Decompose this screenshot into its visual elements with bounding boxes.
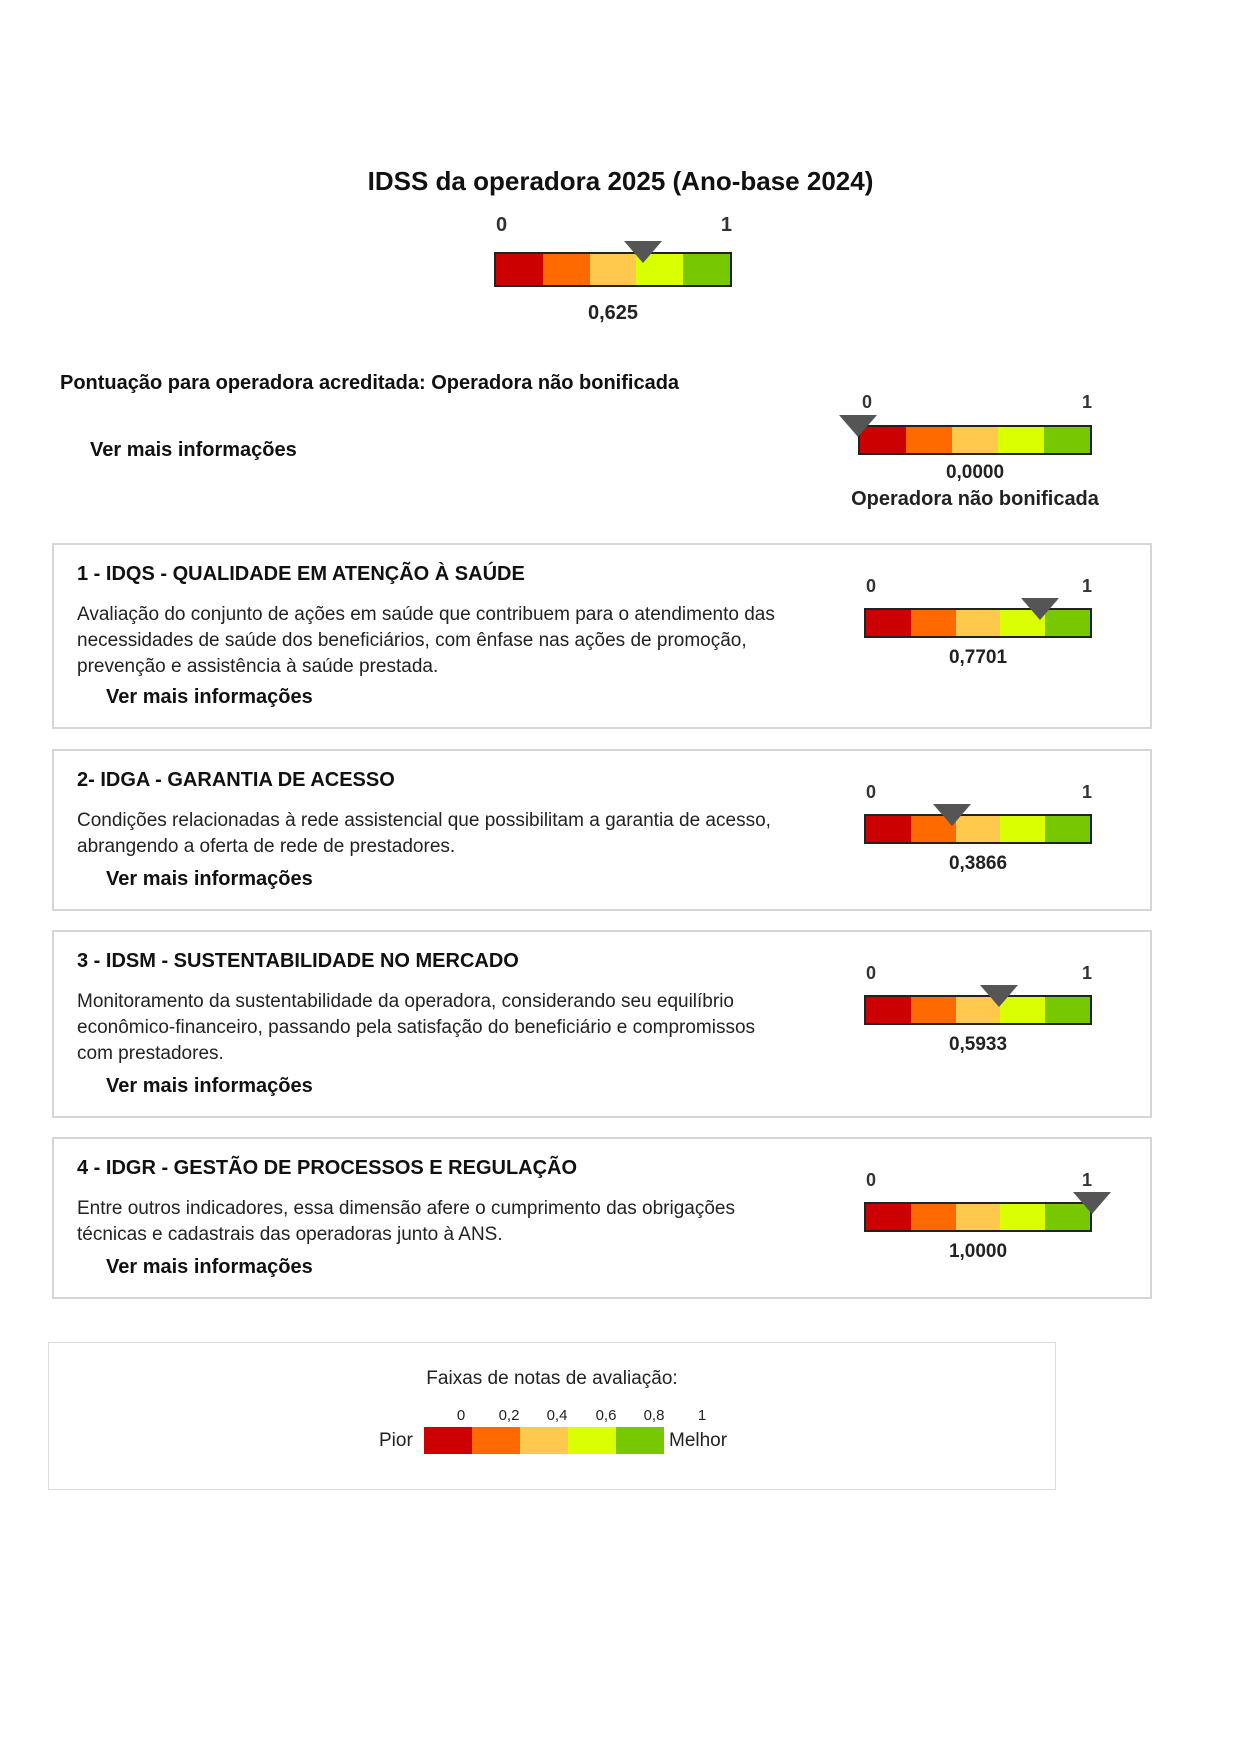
dimension-score-gauge	[864, 782, 1092, 882]
dimension-more-info-link[interactable]: Ver mais informações	[106, 1256, 313, 1278]
dimension-description: Condições relacionadas à rede assistencial que possibilitam a garantia de acesso, abrangendo a oferta de rede de prestadores.	[77, 810, 771, 857]
legend-band-0.4-0.6	[520, 1427, 568, 1454]
band-0.8-1	[1044, 427, 1090, 453]
accredited-status: Operadora não bonificada	[851, 488, 1099, 510]
band-0-0.2	[866, 816, 911, 842]
band-0.4-0.6	[956, 610, 1001, 636]
band-0.4-0.6	[952, 427, 998, 453]
dimension-description: Entre outros indicadores, essa dimensão afere o cumprimento das obrigações técnicas e cadastrais das operadoras junto à ANS.	[77, 1198, 735, 1245]
scale-bar	[864, 1202, 1092, 1232]
band-0-0.2	[496, 254, 543, 285]
legend-tick: 0,8	[643, 1407, 665, 1424]
dimension-description: Avaliação do conjunto de ações em saúde que contribuem para o atendimento das necessidades de saúde dos beneficiários, com ênfase nas ações de promoção, prevenção e assistência à saúde prestada.	[77, 604, 775, 677]
legend-tick: 1	[697, 1407, 707, 1424]
legend-best-label: Melhor	[669, 1430, 728, 1451]
scale-max-label: 1	[1081, 392, 1092, 412]
scale-bar	[494, 252, 732, 287]
scale-max-label: 1	[720, 214, 732, 236]
score-marker	[933, 804, 971, 826]
score-value: 0,3866	[948, 853, 1008, 874]
page-title: IDSS da operadora 2025 (Ano-base 2024)	[367, 166, 874, 196]
legend-worst-label: Pior	[379, 1430, 413, 1451]
band-0.4-0.6	[956, 1204, 1001, 1230]
scale-min-label: 0	[866, 963, 877, 983]
scale-max-label: 1	[1081, 1170, 1092, 1190]
scale-min-label: 0	[866, 1170, 877, 1190]
band-0.6-0.8	[998, 427, 1044, 453]
score-marker	[1073, 1192, 1111, 1214]
legend-band-0.6-0.8	[568, 1427, 616, 1454]
score-value: 1,0000	[948, 1241, 1008, 1262]
main-score-gauge	[494, 214, 732, 330]
dimension-score-gauge	[864, 1170, 1092, 1270]
legend-title: Faixas de notas de avaliação:	[426, 1368, 678, 1389]
legend-tick: 0,6	[595, 1407, 617, 1424]
scale-min-label: 0	[496, 214, 508, 236]
dimension-description: Monitoramento da sustentabilidade da operadora, considerando seu equilíbrio econômico-financeiro, passando pela satisfação do beneficiário e compromissos com prestadores.	[77, 991, 756, 1064]
dimension-title: 1 - IDQS - QUALIDADE EM ATENÇÃO À SAÚDE	[77, 563, 525, 585]
dimension-card	[52, 543, 1152, 729]
legend-tick: 0	[456, 1407, 466, 1424]
legend-band-0.2-0.4	[472, 1427, 520, 1454]
dimension-title: 2- IDGA - GARANTIA DE ACESSO	[77, 769, 395, 791]
score-marker	[839, 415, 877, 437]
legend-tick: 0,2	[498, 1407, 520, 1424]
band-0.8-1	[683, 254, 730, 285]
band-0.6-0.8	[1000, 816, 1045, 842]
scale-bar	[864, 995, 1092, 1025]
scale-bar	[864, 814, 1092, 844]
scale-max-label: 1	[1081, 963, 1092, 983]
dimension-score-gauge	[864, 576, 1092, 676]
scale-max-label: 1	[1081, 576, 1092, 596]
band-0.2-0.4	[911, 610, 956, 636]
legend-band-0.8-1	[616, 1427, 664, 1454]
legend-tick: 0,4	[546, 1407, 568, 1424]
band-0.6-0.8	[1000, 1204, 1045, 1230]
band-0.8-1	[1045, 997, 1090, 1023]
accredited-score-gauge	[851, 392, 1099, 510]
band-0-0.2	[866, 610, 911, 636]
dimension-title: 3 - IDSM - SUSTENTABILIDADE NO MERCADO	[77, 950, 519, 972]
legend-ticks	[456, 1407, 725, 1425]
scale-min-label: 0	[862, 392, 873, 412]
accredited-title: Pontuação para operadora acreditada: Operadora não bonificada	[60, 372, 680, 394]
dimension-card	[52, 930, 1152, 1118]
band-0.2-0.4	[543, 254, 590, 285]
legend-band-0-0.2	[424, 1427, 472, 1454]
dimension-card	[52, 749, 1152, 911]
legend-bar	[424, 1427, 664, 1454]
band-0-0.2	[866, 1204, 911, 1230]
score-value: 0,5933	[948, 1034, 1008, 1055]
score-value: 0,0000	[945, 462, 1005, 483]
band-0.8-1	[1045, 816, 1090, 842]
accredited-more-info-link[interactable]: Ver mais informações	[90, 439, 297, 461]
scale-bar	[858, 425, 1092, 455]
band-0.2-0.4	[906, 427, 952, 453]
score-value: 0,625	[587, 302, 639, 324]
rating-legend	[48, 1342, 1056, 1490]
dimension-title: 4 - IDGR - GESTÃO DE PROCESSOS E REGULAÇÃO	[77, 1157, 578, 1179]
band-0-0.2	[866, 997, 911, 1023]
dimension-more-info-link[interactable]: Ver mais informações	[106, 868, 313, 890]
score-value: 0,7701	[948, 647, 1008, 668]
band-0.2-0.4	[911, 997, 956, 1023]
scale-min-label: 0	[866, 576, 877, 596]
score-marker	[1021, 598, 1059, 620]
scale-min-label: 0	[866, 782, 877, 802]
dimension-more-info-link[interactable]: Ver mais informações	[106, 686, 313, 708]
scale-max-label: 1	[1081, 782, 1092, 802]
dimension-score-gauge	[864, 963, 1092, 1063]
score-marker	[980, 985, 1018, 1007]
score-marker	[624, 241, 662, 263]
dimension-card	[52, 1137, 1152, 1299]
dimension-more-info-link[interactable]: Ver mais informações	[106, 1075, 313, 1097]
band-0.2-0.4	[911, 1204, 956, 1230]
